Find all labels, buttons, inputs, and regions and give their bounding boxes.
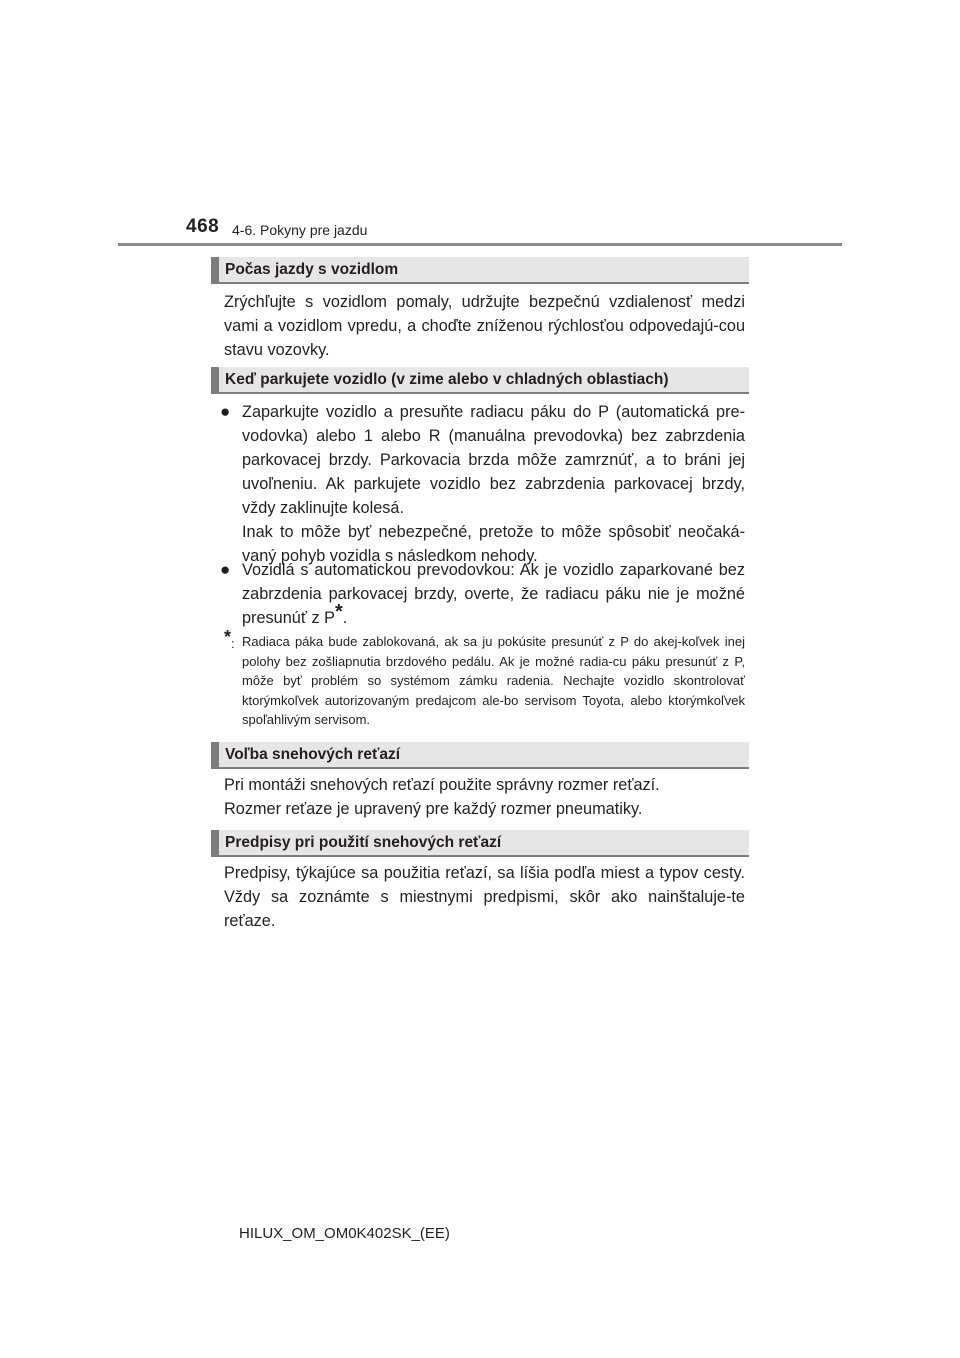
parking-bullet-2-end: . (342, 609, 348, 627)
asterisk-mark: * (335, 601, 343, 623)
page-number: 468 (186, 216, 220, 237)
document-code: HILUX_OM_OM0K402SK_(EE) (239, 1225, 450, 1242)
parking-bullet-1-subtext: Inak to môže byť nebezpečné, pretože to môže spôsobiť neočaká-vaný pohyb vozidla s následkom nehody. (242, 523, 745, 565)
bullet-icon: ● (220, 402, 231, 421)
parking-bullet-2-text: Vozidlá s automatickou prevodovkou: Ak je vozidlo zaparkované bez zabrzdenia parkovacej brzdy, overte, že radiacu páku nie je možné presunúť z P (242, 561, 745, 627)
parking-footnote (224, 627, 745, 730)
footnote-asterisk: * (224, 627, 232, 647)
footnote-colon: : (231, 636, 235, 651)
footnote-marker (224, 627, 235, 654)
chapter-title: 4-6. Pokyny pre jazdu (232, 222, 368, 238)
section-heading-chains-choice: Voľba snehových reťazí (211, 742, 749, 769)
header-divider (118, 243, 842, 246)
driving-paragraph: Zrýchľujte s vozidlom pomaly, udržujte bezpečnú vzdialenosť medzi vami a vozidlom vpredu, a choďte zníženou rýchlosťou odpovedajú-cou stavu vozovky. (224, 293, 745, 359)
chains-rules-paragraph: Predpisy, týkajúce sa použitia reťazí, sa líšia podľa miest a typov cesty. Vždy sa zoznámte s miestnymi predpismi, skôr ako nainštaluje-te reťaze. (224, 864, 745, 930)
section-heading-parking: Keď parkujete vozidlo (v zime alebo v chladných oblastiach) (211, 367, 749, 394)
section-heading-chains-rules: Predpisy pri použití snehových reťazí (211, 830, 749, 857)
footnote-text: Radiaca páka bude zablokovaná, ak sa ju pokúsite presunúť z P do akej-koľvek inej polohy bez zošliapnutia brzdového pedálu. Ak je možné radia-cu páku presunúť z P, môže byť problém so systémom zámku radenia. Nechajte vozidlo skontrolovať ktorýmkoľvek autorizovaným predajcom ale-bo servisom Toyota, alebo ktorýmkoľvek spoľahlivým servisom. (242, 634, 745, 727)
section-heading-driving: Počas jazdy s vozidlom (211, 257, 749, 284)
parking-bullet-1-text: Zaparkujte vozidlo a presuňte radiacu páku do P (automatická pre-vodovka) alebo 1 alebo R (manuálna prevodovka) bez zabrzdenia parkovacej brzdy. Parkovacia brzda môže zamrznúť, a to bráni jej uvoľneniu. Ak parkujete vozidlo bez zabrzdenia parkovacej brzdy, vždy zaklinujte kolesá. (242, 403, 745, 517)
parking-bullet-2 (220, 558, 745, 630)
chains-choice-line-2: Rozmer reťaze je upravený pre každý rozmer pneumatiky. (224, 800, 643, 818)
chains-choice-paragraph (224, 773, 745, 821)
chains-choice-line-1: Pri montáži snehových reťazí použite správny rozmer reťazí. (224, 776, 660, 794)
bullet-icon: ● (220, 560, 231, 579)
parking-bullet-1 (220, 400, 745, 568)
